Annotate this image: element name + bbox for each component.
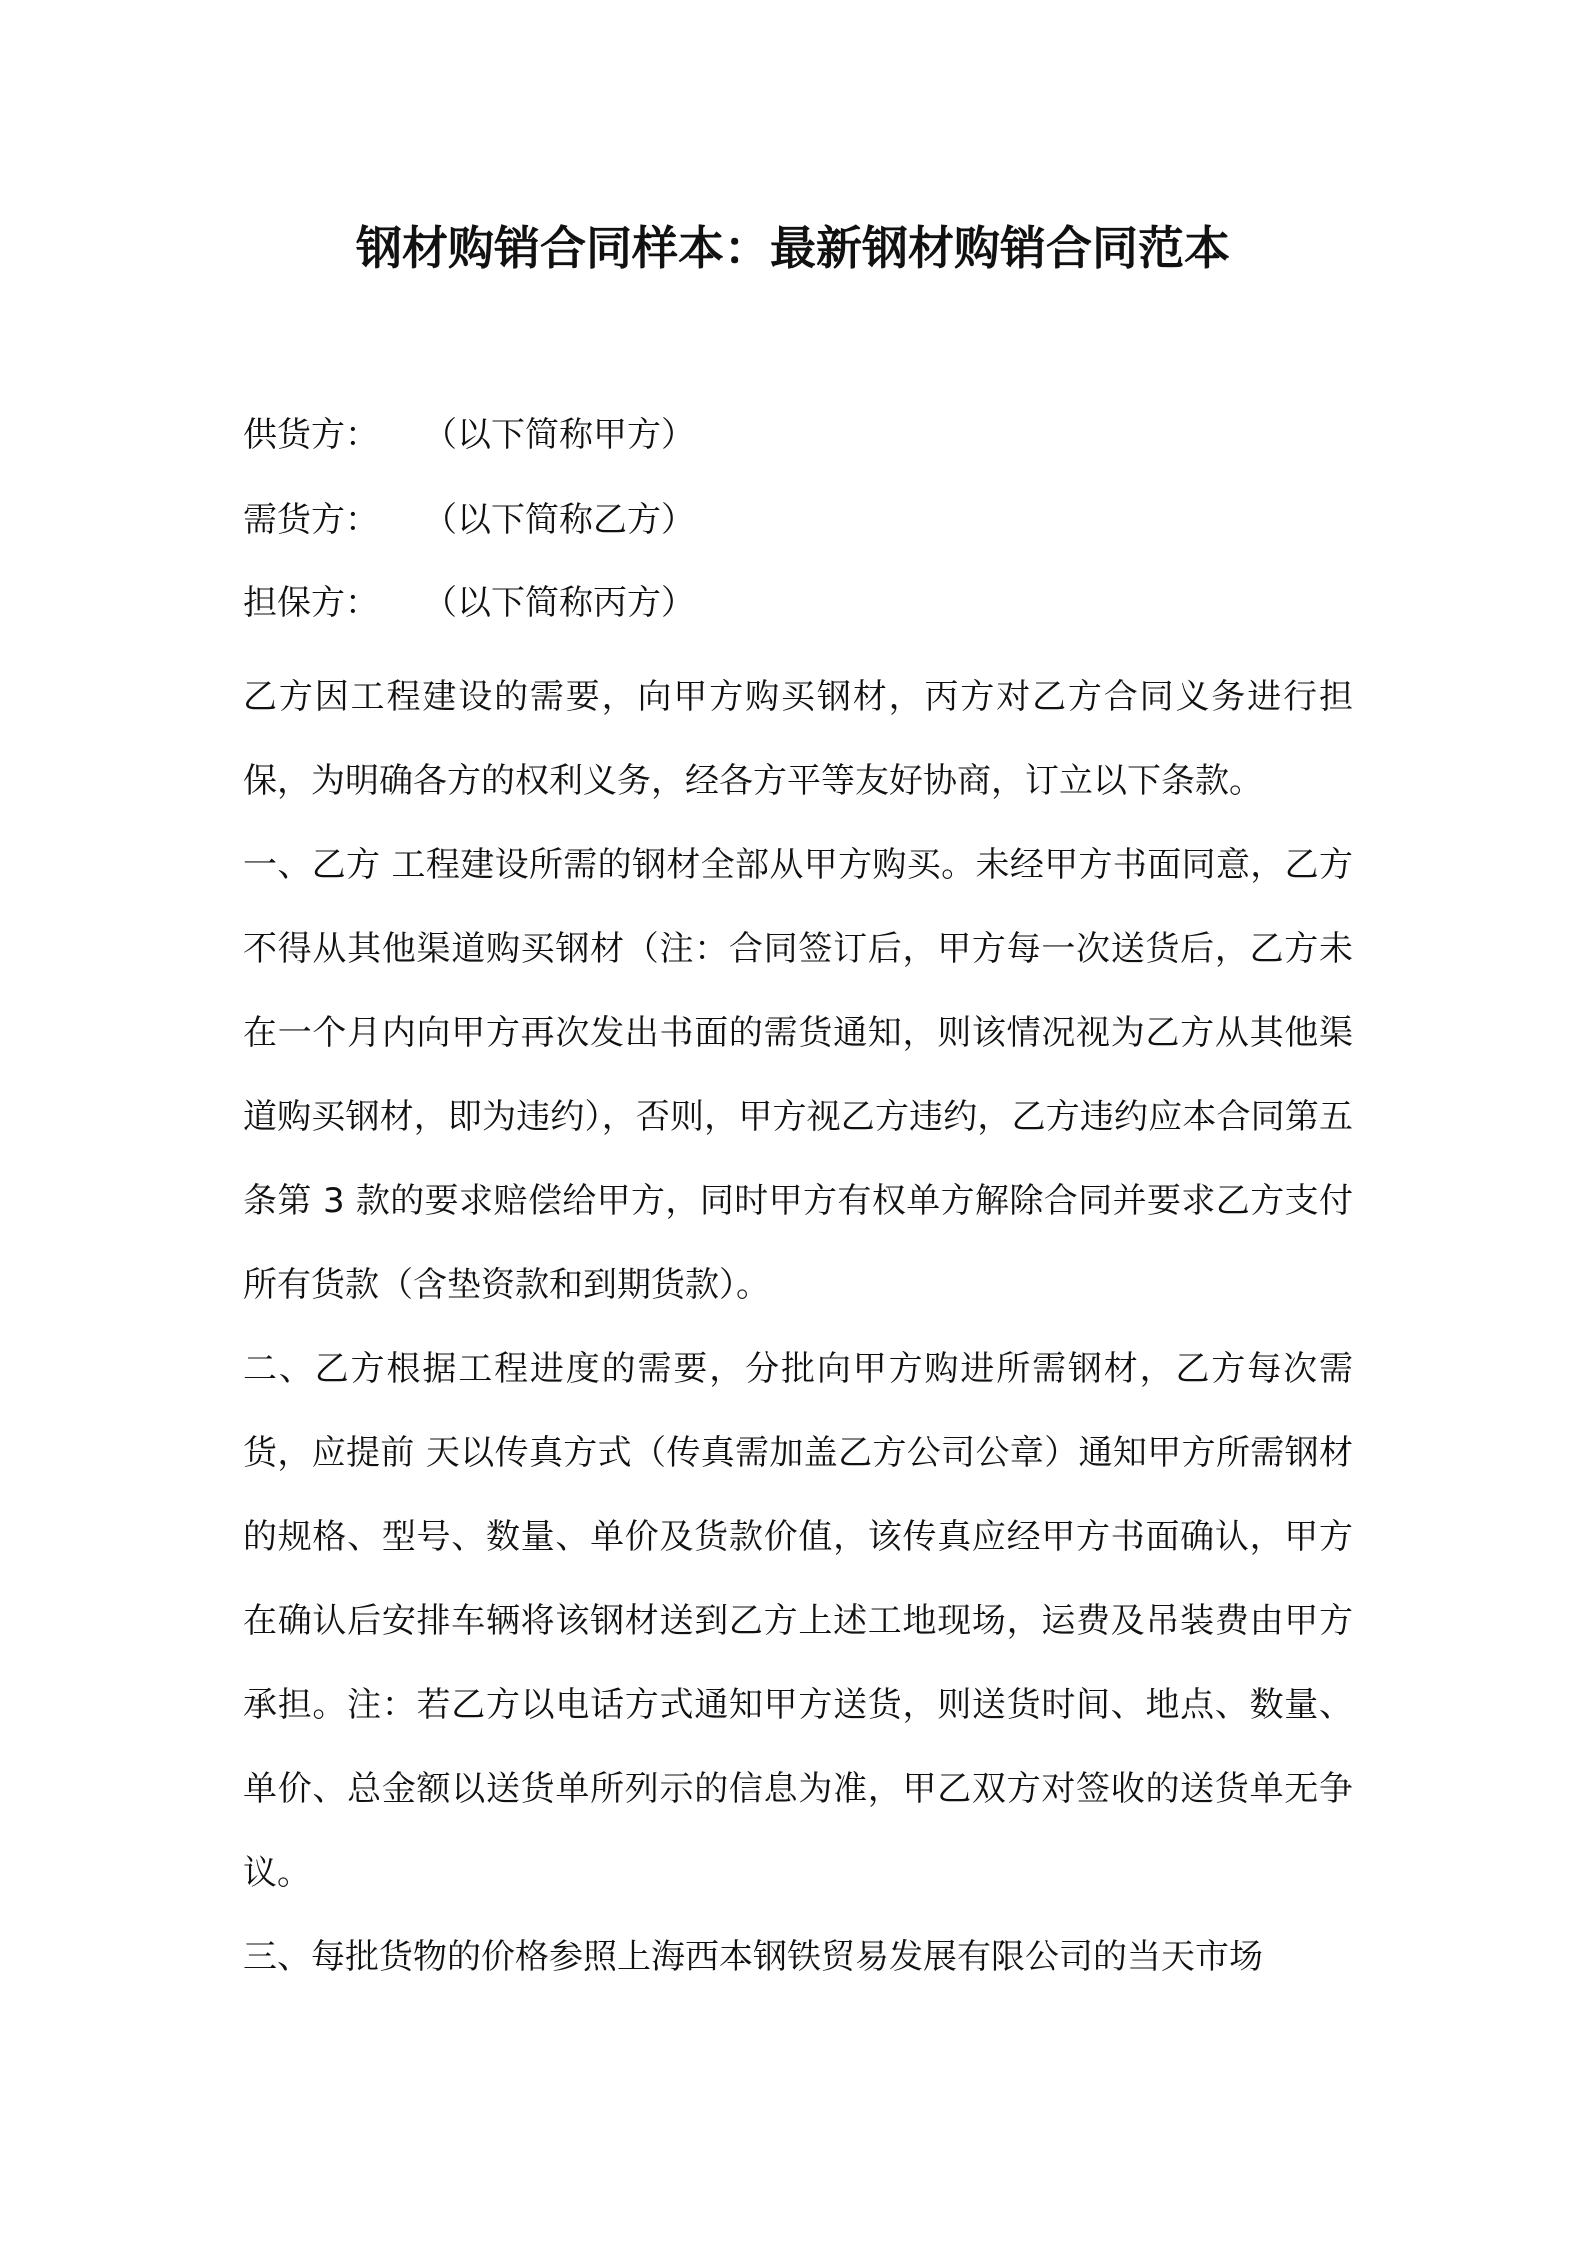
document-title: 钢材购销合同样本：最新钢材购销合同范本 bbox=[356, 221, 1230, 275]
clause-3-paragraph: 三、每批货物的价格参照上海西本钢铁贸易发展有限公司的当天市场 bbox=[243, 1937, 1263, 1977]
party-role-label: 需货方： bbox=[243, 500, 379, 540]
clause-2-paragraph: 二、乙方根据工程进度的需要，分批向甲方购进所需钢材，乙方每次需货，应提前 天以传真方式（传真需加盖乙方公司公章）通知甲方所需钢材的规格、型号、数量、单价及货款价值，该传真应经甲方书面确认，甲方在确认后安排车辆将该钢材送到乙方上述工地现场，运费及吊装费由甲方承担。注：若乙方以电话方式通知甲方送货，则送货时间、地点、数量、单价、总金额以送货单所列示的信息为准，甲乙双方对签收的送货单无争议。 bbox=[243, 1349, 1353, 1893]
preamble-paragraph: 乙方因工程建设的需要，向甲方购买钢材，丙方对乙方合同义务进行担保，为明确各方的权利义务，经各方平等友好协商，订立以下条款。 bbox=[243, 677, 1353, 801]
clause-1-paragraph: 一、乙方 工程建设所需的钢材全部从甲方购买。未经甲方书面同意，乙方不得从其他渠道购买钢材（注：合同签订后，甲方每一次送货后，乙方未在一个月内向甲方再次发出书面的需货通知，则该情况视为乙方从其他渠道购买钢材，即为违约），否则，甲方视乙方违约，乙方违约应本合同第五条第 3 款的要求赔偿给甲方，同时甲方有权单方解除合同并要求乙方支付所有货款（含垫资款和到期货款）。 bbox=[243, 845, 1353, 1305]
party-role-label: 担保方： bbox=[243, 583, 379, 623]
party-role-label: 供货方： bbox=[243, 415, 379, 455]
party-alias-note: （以下简称丙方） bbox=[423, 583, 695, 623]
party-alias-note: （以下简称甲方） bbox=[423, 415, 695, 455]
party-alias-note: （以下简称乙方） bbox=[423, 500, 695, 540]
party-buyer bbox=[243, 495, 695, 545]
contract-body bbox=[243, 655, 1353, 1999]
party-guarantor bbox=[243, 578, 695, 628]
party-supplier bbox=[243, 410, 695, 460]
